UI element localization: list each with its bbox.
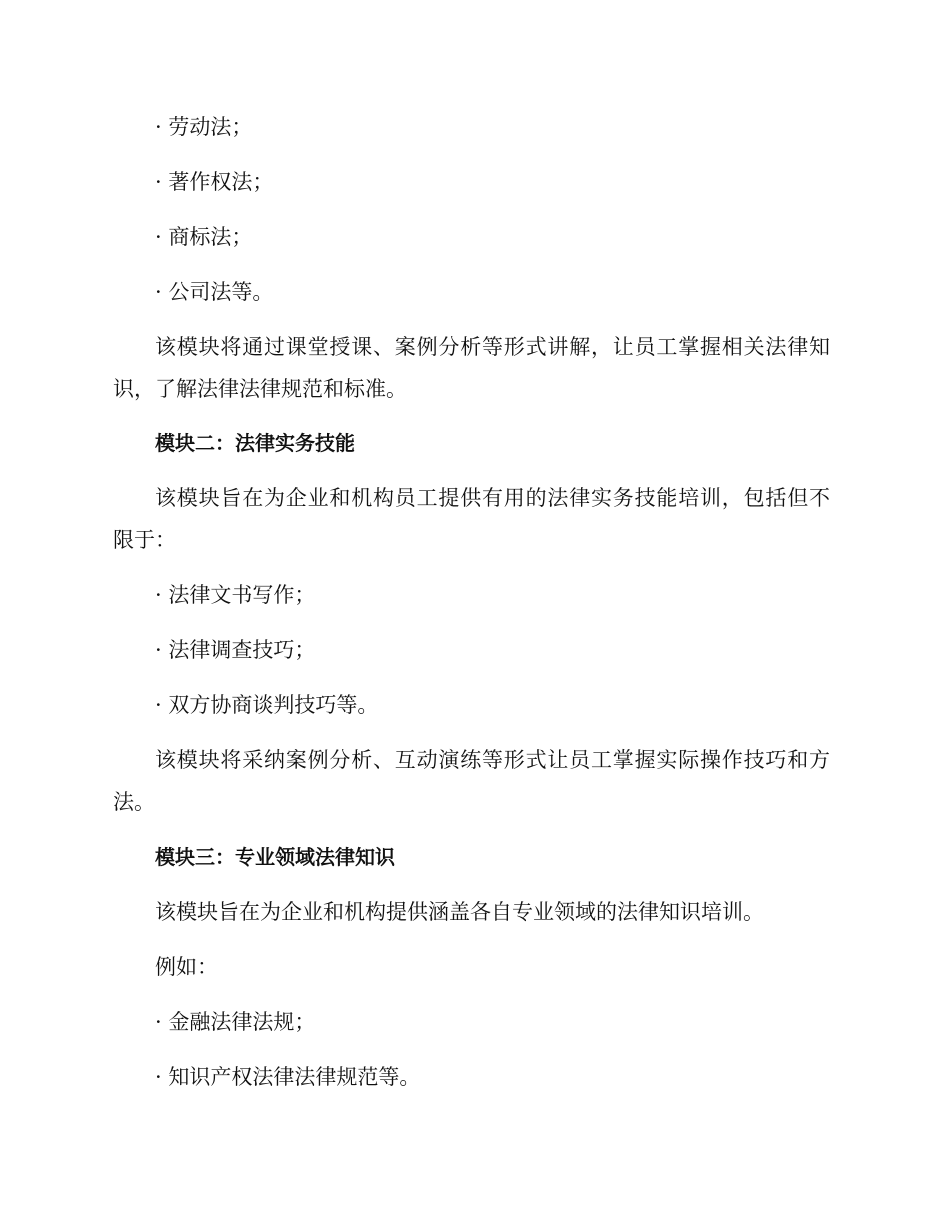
list-item: · 劳动法； bbox=[155, 115, 253, 139]
list-item: · 知识产权法律法律规范等。 bbox=[155, 1065, 421, 1089]
list-item: · 商标法； bbox=[155, 225, 253, 249]
paragraph-line: 识，了解法律法律规范和标准。 bbox=[113, 377, 407, 401]
paragraph-line: 例如： bbox=[155, 955, 218, 979]
paragraph-line: 该模块旨在为企业和机构提供涵盖各自专业领域的法律知识培训。 bbox=[155, 900, 764, 924]
paragraph-line: 法。 bbox=[113, 790, 155, 814]
list-item: · 著作权法； bbox=[155, 170, 274, 194]
paragraph-line: 限于： bbox=[113, 528, 176, 552]
section-heading: 模块三：专业领域法律知识 bbox=[155, 845, 395, 869]
list-item: · 金融法律法规； bbox=[155, 1010, 316, 1034]
list-item: · 公司法等。 bbox=[155, 280, 274, 304]
paragraph-line: 该模块旨在为企业和机构员工提供有用的法律实务技能培训，包括但不 bbox=[155, 486, 830, 510]
list-item: · 双方协商谈判技巧等。 bbox=[155, 693, 379, 717]
paragraph-line: 该模块将通过课堂授课、案例分析等形式讲解，让员工掌握相关法律知 bbox=[155, 335, 830, 359]
list-item: · 法律文书写作； bbox=[155, 583, 316, 607]
list-item: · 法律调查技巧； bbox=[155, 638, 316, 662]
paragraph-line: 该模块将采纳案例分析、互动演练等形式让员工掌握实际操作技巧和方 bbox=[155, 748, 830, 772]
section-heading: 模块二：法律实务技能 bbox=[155, 431, 355, 455]
